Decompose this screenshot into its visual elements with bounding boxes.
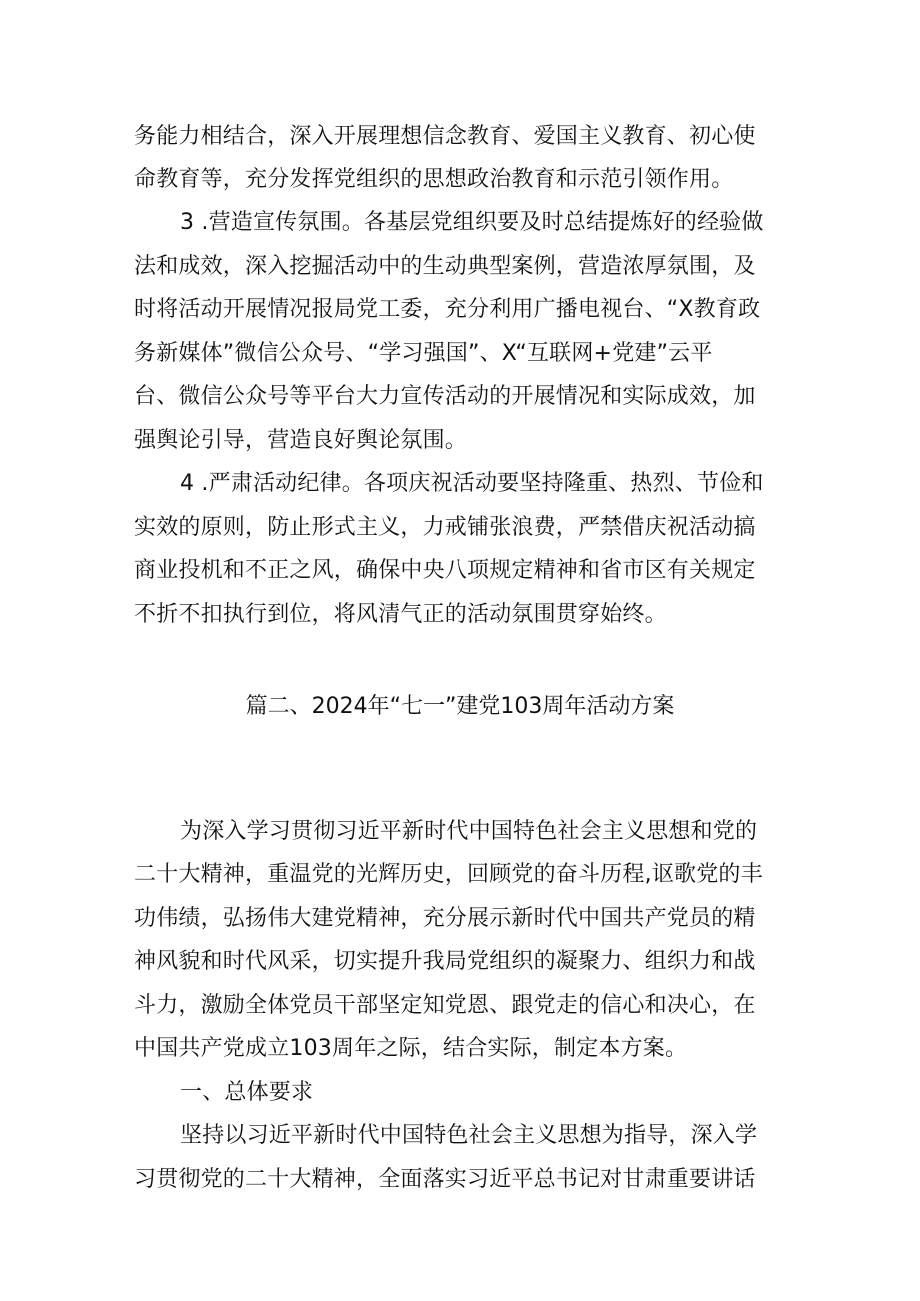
- text-line: 时将活动开展情况报局党工委，充分利用广播电视台、“X教育政: [134, 297, 761, 322]
- text-line: 坚持以习近平新时代中国特色社会主义思想为指导，深入学: [180, 1123, 758, 1148]
- text-line: 务能力相结合，深入开展理想信念教育、爱国主义教育、初心使: [134, 124, 756, 149]
- text-line: 务新媒体”微信公众号、“学习强国”、X“互联网+党建”云平: [134, 341, 713, 366]
- text-line: 商业投机和不正之风，确保中央八项规定精神和省市区有关规定: [134, 558, 756, 583]
- section-heading: 篇二、2024年“七一”建党103周年活动方案: [245, 694, 675, 719]
- text-line: 3 .营造宣传氛围。各基层党组织要及时总结提炼好的经验做: [180, 210, 764, 235]
- text-line: 命教育等，充分发挥党组织的思想政治教育和示范引领作用。: [134, 167, 734, 192]
- text-line: 强舆论引导，营造良好舆论氛围。: [134, 428, 468, 453]
- text-line: 法和成效，深入挖掘活动中的生动典型案例，营造浓厚氛围，及: [134, 254, 756, 279]
- text-line: 二十大精神，重温党的光辉历史，回顾党的奋斗历程,讴歌党的丰: [134, 862, 763, 887]
- text-line: 实效的原则，防止形式主义，力戒铺张浪费，严禁借庆祝活动搞: [134, 515, 756, 540]
- text-line: 习贯彻党的二十大精神，全面落实习近平总书记对甘肃重要讲话: [134, 1167, 756, 1192]
- text-line: 功伟绩，弘扬伟大建党精神，充分展示新时代中国共产党员的精: [134, 906, 756, 931]
- subsection-heading: 一、总体要求: [180, 1080, 314, 1105]
- text-line: 中国共产党成立103周年之际，结合实际，制定本方案。: [134, 1036, 688, 1061]
- text-line: 斗力，激励全体党员干部坚定知党恩、跟党走的信心和决心，在: [134, 993, 756, 1018]
- text-line: 4 .严肃活动纪律。各项庆祝活动要坚持隆重、热烈、节俭和: [180, 471, 764, 496]
- text-line: 为深入学习贯彻习近平新时代中国特色社会主义思想和党的: [180, 819, 758, 844]
- text-line: 台、微信公众号等平台大力宣传活动的开展情况和实际成效，加: [134, 384, 756, 409]
- text-line: 神风貌和时代风采，切实提升我局党组织的凝聚力、组织力和战: [134, 949, 756, 974]
- text-line: 不折不扣执行到位，将风清气正的活动氛围贯穿始终。: [134, 602, 667, 627]
